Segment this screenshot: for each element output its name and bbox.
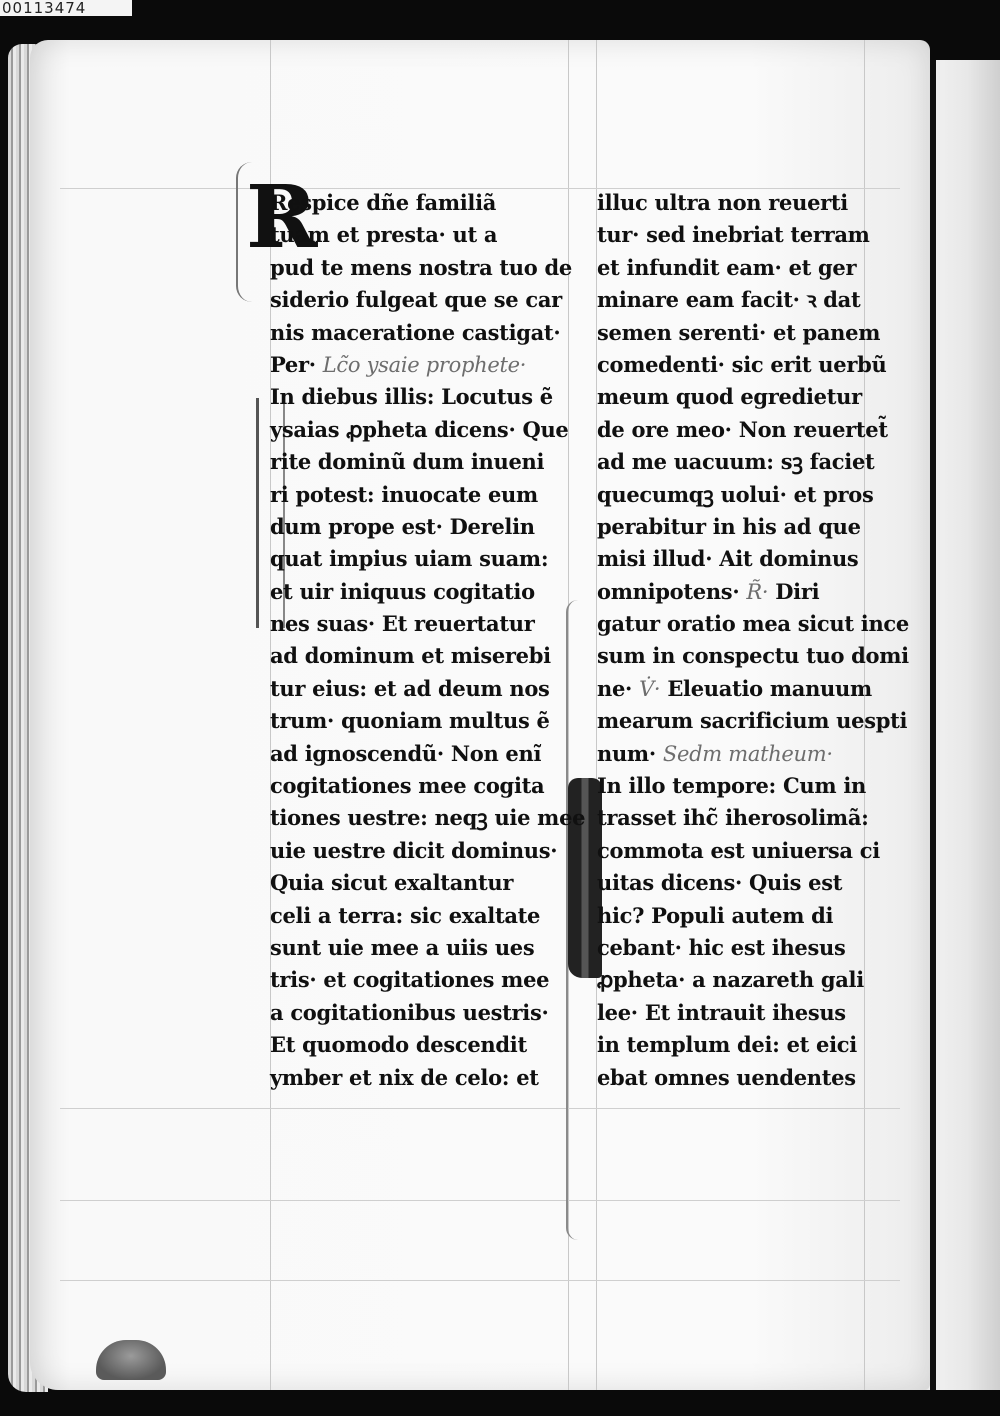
text-line: [270, 770, 570, 802]
line-text: uitas dicens· Quis est: [597, 870, 843, 896]
line-text: ad ignoscendũ· Non enĩ: [270, 740, 542, 766]
line-text: In diebus illis: Locutus ẽ: [270, 384, 553, 410]
text-column-left: [270, 187, 586, 1094]
line-text: illuc ultra non reuerti: [597, 190, 848, 215]
text-line: [597, 932, 865, 964]
line-text: nes suas· Et reuertatur: [270, 611, 535, 637]
text-line: [597, 900, 865, 932]
line-text: tris· et cogitationes mee: [270, 967, 550, 993]
line-text: et uir iniquus cogitatio: [270, 578, 535, 604]
text-column-right: [597, 187, 909, 1094]
text-line: [270, 835, 570, 867]
text-line: [270, 284, 570, 316]
text-line: [270, 511, 570, 543]
line-text: trum· quoniam multus ẽ: [270, 708, 550, 734]
text-line: [270, 900, 570, 932]
text-line: [597, 738, 865, 770]
line-text: ri potest: inuocate eum: [270, 481, 538, 507]
rubric-text: Lc̃o ysaie prophete·: [322, 352, 527, 377]
text-line: [597, 867, 865, 899]
text-line: [270, 576, 570, 608]
line-text: semen serenti· et panem: [597, 319, 881, 345]
line-text: uie uestre dicit dominus·: [270, 837, 558, 863]
text-line: [597, 414, 888, 446]
text-line: [270, 640, 570, 672]
text-line: [597, 511, 865, 543]
line-text: rite dominũ dum inueni: [270, 449, 545, 475]
line-text-continued: Diri: [768, 578, 820, 604]
text-line: [270, 867, 570, 899]
text-line: [270, 479, 570, 511]
line-text: a cogitationibus uestris·: [270, 999, 549, 1025]
line-text: meum quod egredietur: [597, 384, 862, 410]
line-text: quat impius uiam suam:: [270, 546, 549, 572]
line-text: gatur oratio mea sicut ince: [597, 611, 909, 637]
text-line: [270, 219, 570, 251]
text-line: [597, 608, 909, 640]
line-text: ne·: [597, 675, 640, 701]
line-text: dum prope est· Derelin: [270, 513, 535, 539]
line-text: cebant· hic est ihesus: [597, 934, 846, 960]
text-line: [597, 381, 865, 413]
line-text: celi a terra: sic exaltate: [270, 902, 541, 928]
text-line: [597, 349, 887, 381]
rubric-text: V̇·: [639, 676, 661, 701]
text-line: [270, 446, 570, 478]
ruling-line: [60, 1280, 900, 1281]
line-text: tuam et presta· ut a: [270, 222, 498, 248]
text-line: [597, 640, 909, 672]
text-line: [270, 608, 570, 640]
line-text: pud te mens nostra tuo de: [270, 254, 572, 280]
line-text: ad dominum et miserebi: [270, 643, 551, 669]
text-line: [270, 997, 570, 1029]
line-text: misi illud· Ait dominus: [597, 546, 859, 572]
rubric-text: R̃·: [746, 579, 769, 604]
line-text: mearum sacrificium uespti: [597, 708, 908, 734]
archive-id-label: 00113474: [0, 0, 132, 16]
rubric-text: Sedm matheum·: [662, 741, 833, 766]
text-line: [270, 543, 570, 575]
text-line: [597, 1029, 865, 1061]
text-line: [270, 802, 586, 834]
decorated-initial-r: R: [246, 167, 318, 268]
line-text: cogitationes mee cogita: [270, 773, 545, 799]
line-text: siderio fulgeat que se car: [270, 287, 562, 313]
text-line: [597, 252, 865, 284]
line-text: In illo tempore: Cum in: [597, 773, 866, 799]
line-text-continued: Eleuatio manuum: [660, 675, 872, 701]
line-text: Per·: [270, 351, 323, 377]
text-line: [597, 284, 865, 316]
line-text: hic? Populi autem di: [597, 902, 834, 928]
text-line: [270, 187, 570, 219]
text-line: [597, 576, 865, 608]
text-line: [597, 219, 870, 251]
text-line: [597, 997, 865, 1029]
gutter-shadow: [930, 60, 1000, 1390]
text-line: [270, 381, 570, 413]
text-line: [270, 1062, 570, 1094]
text-line: [597, 543, 865, 575]
line-text: Respice dñe familiã: [270, 190, 497, 215]
text-line: [597, 1062, 865, 1094]
line-text: quecumqꝫ uolui· et pros: [597, 481, 874, 507]
ruling-line: [60, 1200, 900, 1201]
line-text: ad me uacuum: sꝫ faciet: [597, 449, 875, 475]
text-line: [597, 673, 872, 705]
text-line: [597, 770, 865, 802]
text-line: [270, 964, 570, 996]
line-text: lee· Et intrauit ihesus: [597, 999, 846, 1025]
line-text: tur· sed inebriat terram: [597, 222, 870, 248]
line-text: nis maceratione castigat·: [270, 319, 561, 345]
text-line: [270, 349, 570, 381]
text-line: [597, 964, 865, 996]
text-line: [270, 673, 570, 705]
line-text: ysaias ꝓpheta dicens· Que: [270, 416, 569, 442]
line-text: Quia sicut exaltantur: [270, 870, 514, 896]
line-text: tiones uestre: neqꝫ uie mee: [270, 805, 586, 831]
text-line: [597, 705, 908, 737]
line-text: sum in conspectu tuo domi: [597, 643, 909, 669]
line-text: de ore meo· Non reuertet̃: [597, 416, 888, 442]
line-text: tur eius: et ad deum nos: [270, 675, 550, 701]
text-line: [597, 446, 875, 478]
line-text: omnipotens·: [597, 578, 747, 604]
line-text: comedenti· sic erit uerbũ: [597, 351, 887, 377]
line-text: minare eam facit· ꝛ dat: [597, 287, 861, 313]
text-line: [597, 479, 874, 511]
text-line: [597, 317, 881, 349]
ruling-line: [60, 1108, 900, 1109]
text-line: [270, 252, 570, 284]
line-text: in templum dei: et eici: [597, 1032, 857, 1058]
line-text: ꝓpheta· a nazareth gali: [597, 967, 864, 993]
line-text: ymber et nix de celo: et: [270, 1064, 539, 1090]
line-text: commota est uniuersa ci: [597, 837, 880, 863]
text-line: [597, 802, 869, 834]
line-text: num·: [597, 740, 663, 766]
line-text: trasset ihc̃ iherosolimã:: [597, 805, 869, 831]
text-line: [270, 705, 570, 737]
line-text: et infundit eam· et ger: [597, 254, 857, 280]
text-line: [597, 187, 865, 219]
line-text: ebat omnes uendentes: [597, 1064, 856, 1090]
text-line: [270, 932, 570, 964]
line-text: sunt uie mee a uiis ues: [270, 934, 535, 960]
line-text: perabitur in his ad que: [597, 513, 861, 539]
line-text: Et quomodo descendit: [270, 1032, 527, 1058]
text-line: [270, 414, 570, 446]
text-line: [597, 835, 880, 867]
text-line: [270, 738, 570, 770]
text-line: [270, 317, 570, 349]
text-line: [270, 1029, 570, 1061]
